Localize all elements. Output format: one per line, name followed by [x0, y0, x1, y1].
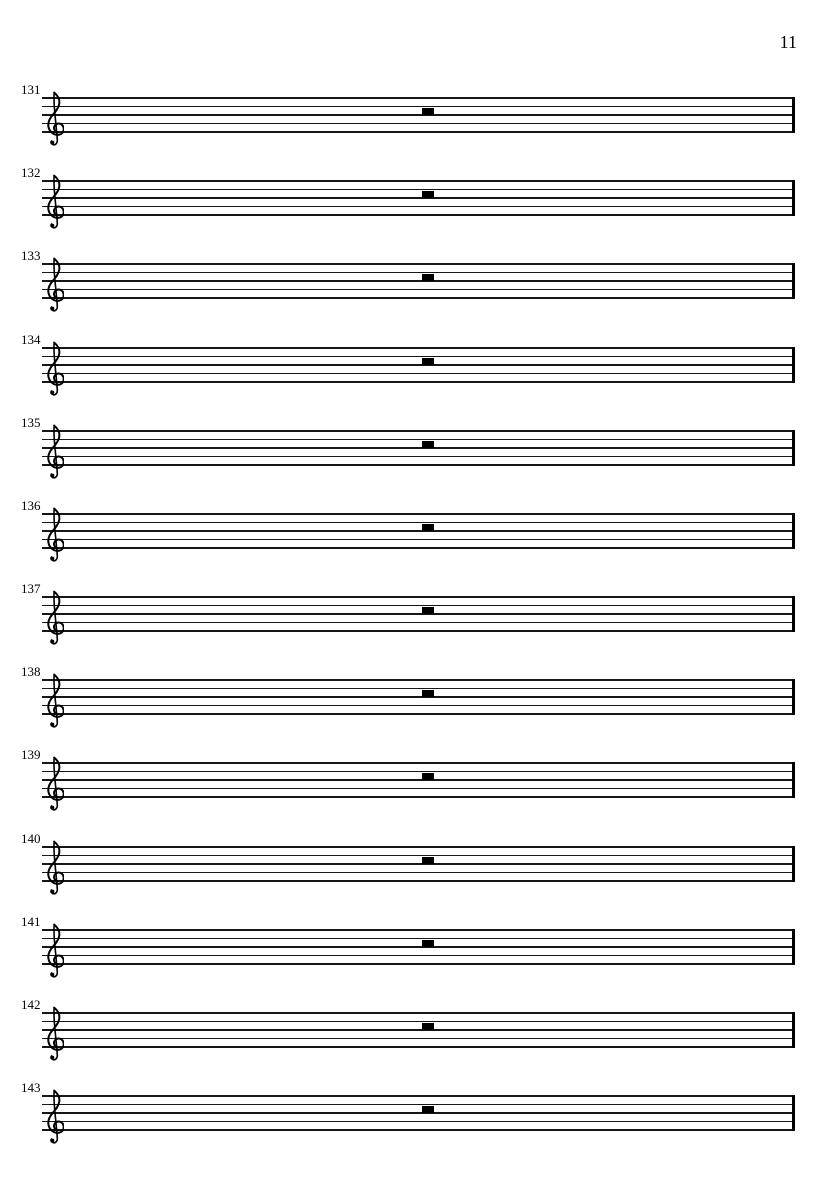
measure-number: 131	[21, 82, 41, 97]
staff-line	[42, 1112, 795, 1114]
measure-number: 143	[21, 1080, 41, 1095]
staff-line	[42, 846, 795, 848]
staff-line	[42, 106, 795, 108]
staff-line	[42, 513, 795, 515]
staff-line	[42, 289, 795, 291]
treble-clef-icon	[46, 507, 64, 563]
staff-line	[42, 1104, 795, 1106]
staff-line	[42, 447, 795, 449]
end-barline	[792, 762, 795, 798]
measure-number: 141	[21, 914, 41, 929]
treble-clef-icon	[46, 1006, 64, 1062]
staff-line	[42, 530, 795, 532]
treble-clef-icon	[46, 91, 64, 147]
staff-line	[42, 539, 795, 541]
staff-line	[42, 880, 795, 882]
staff-line	[42, 955, 795, 957]
staff-line	[42, 938, 795, 940]
staff	[42, 97, 795, 134]
end-barline	[792, 1095, 795, 1131]
staff-system	[0, 832, 835, 908]
treble-clef-icon	[46, 590, 64, 646]
staff-line	[42, 622, 795, 624]
treble-clef-icon	[46, 174, 64, 230]
staff-system	[0, 166, 835, 242]
staff-line	[42, 464, 795, 466]
treble-clef-icon	[46, 341, 64, 397]
staff	[42, 1012, 795, 1049]
measure-number: 134	[21, 332, 41, 347]
end-barline	[792, 97, 795, 133]
staff-line	[42, 430, 795, 432]
staff-line	[42, 547, 795, 549]
staff-line	[42, 1129, 795, 1131]
whole-rest	[422, 108, 434, 115]
staff	[42, 596, 795, 633]
staff-line	[42, 605, 795, 607]
treble-clef-icon	[46, 673, 64, 729]
staff-line	[42, 364, 795, 366]
staff-line	[42, 596, 795, 598]
staff-line	[42, 1038, 795, 1040]
staff-line	[42, 872, 795, 874]
whole-rest	[422, 274, 434, 281]
measure-number: 133	[21, 248, 41, 263]
end-barline	[792, 263, 795, 299]
staff-line	[42, 796, 795, 798]
staff-line	[42, 613, 795, 615]
staff	[42, 263, 795, 300]
whole-rest	[422, 940, 434, 947]
end-barline	[792, 596, 795, 632]
staff-line	[42, 963, 795, 965]
staff-line	[42, 696, 795, 698]
end-barline	[792, 846, 795, 882]
staff-line	[42, 280, 795, 282]
staff-line	[42, 946, 795, 948]
staff-line	[42, 272, 795, 274]
staff-line	[42, 705, 795, 707]
staff-system	[0, 998, 835, 1074]
treble-clef-icon	[46, 840, 64, 896]
whole-rest	[422, 690, 434, 697]
staff-line	[42, 688, 795, 690]
whole-rest	[422, 773, 434, 780]
staff-line	[42, 123, 795, 125]
end-barline	[792, 679, 795, 715]
staff-line	[42, 713, 795, 715]
treble-clef-icon	[46, 424, 64, 480]
staff-line	[42, 189, 795, 191]
whole-rest	[422, 524, 434, 531]
whole-rest	[422, 1106, 434, 1113]
staff-system	[0, 582, 835, 658]
measure-number: 142	[21, 997, 41, 1012]
staff-line	[42, 114, 795, 116]
staff-line	[42, 1012, 795, 1014]
treble-clef-icon	[46, 257, 64, 313]
staff-system	[0, 1081, 835, 1157]
staff-line	[42, 679, 795, 681]
staff-line	[42, 206, 795, 208]
staff-system	[0, 333, 835, 409]
measure-number: 139	[21, 747, 41, 762]
staff-line	[42, 788, 795, 790]
staff	[42, 430, 795, 467]
staff-line	[42, 456, 795, 458]
staff-line	[42, 347, 795, 349]
staff-line	[42, 263, 795, 265]
staff-system	[0, 83, 835, 159]
end-barline	[792, 929, 795, 965]
staff-system	[0, 249, 835, 325]
end-barline	[792, 180, 795, 216]
staff	[42, 929, 795, 966]
staff	[42, 513, 795, 550]
staff-line	[42, 863, 795, 865]
staff-line	[42, 356, 795, 358]
staff-line	[42, 630, 795, 632]
staff-line	[42, 762, 795, 764]
staff-line	[42, 855, 795, 857]
staff-line	[42, 439, 795, 441]
treble-clef-icon	[46, 923, 64, 979]
staff-line	[42, 180, 795, 182]
staff-system	[0, 416, 835, 492]
treble-clef-icon	[46, 756, 64, 812]
staff-system	[0, 915, 835, 991]
staff-system	[0, 665, 835, 741]
staff-line	[42, 1046, 795, 1048]
staff-line	[42, 97, 795, 99]
staff	[42, 180, 795, 217]
measure-number: 137	[21, 581, 41, 596]
measure-number: 135	[21, 415, 41, 430]
whole-rest	[422, 607, 434, 614]
staff-system	[0, 499, 835, 575]
staff	[42, 846, 795, 883]
measure-number: 136	[21, 498, 41, 513]
staff	[42, 1095, 795, 1132]
end-barline	[792, 1012, 795, 1048]
staff-line	[42, 1095, 795, 1097]
staff-line	[42, 779, 795, 781]
measure-number: 140	[21, 831, 41, 846]
measure-number: 132	[21, 165, 41, 180]
measure-number: 138	[21, 664, 41, 679]
end-barline	[792, 430, 795, 466]
staff-line	[42, 1121, 795, 1123]
treble-clef-icon	[46, 1089, 64, 1145]
staff	[42, 347, 795, 384]
staff-line	[42, 1021, 795, 1023]
staff-line	[42, 522, 795, 524]
staff-line	[42, 373, 795, 375]
page-number: 11	[779, 32, 797, 52]
staff-line	[42, 381, 795, 383]
whole-rest	[422, 358, 434, 365]
staff-line	[42, 131, 795, 133]
end-barline	[792, 513, 795, 549]
whole-rest	[422, 441, 434, 448]
staff-line	[42, 297, 795, 299]
staff-line	[42, 771, 795, 773]
staff-line	[42, 197, 795, 199]
staff	[42, 762, 795, 799]
whole-rest	[422, 191, 434, 198]
staff-line	[42, 1029, 795, 1031]
end-barline	[792, 347, 795, 383]
whole-rest	[422, 1023, 434, 1030]
staff-system	[0, 748, 835, 824]
staff-line	[42, 214, 795, 216]
staff	[42, 679, 795, 716]
staff-line	[42, 929, 795, 931]
whole-rest	[422, 857, 434, 864]
